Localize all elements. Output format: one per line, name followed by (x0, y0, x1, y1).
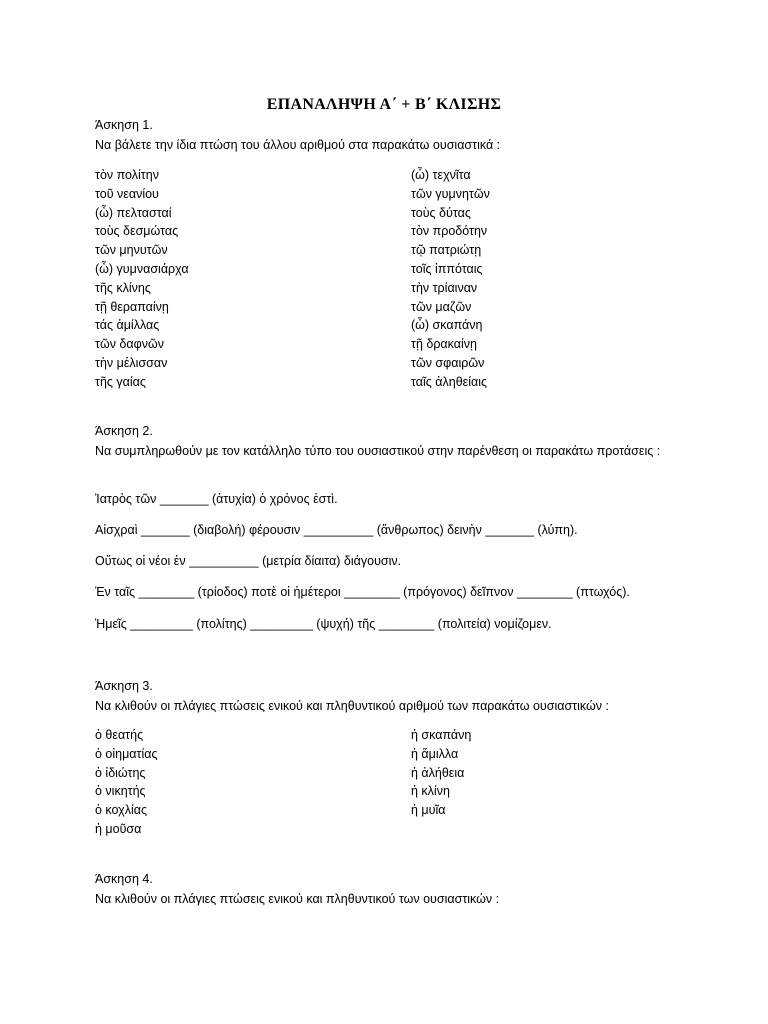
list-item: ὁ κοχλίας (95, 803, 147, 818)
list-item: ὁ νικητής (95, 784, 146, 799)
list-item: (ὦ) πελτασταί (95, 205, 172, 220)
exercise-4-instruction: Να κλιθούν οι πλάγιες πτώσεις ενικού και πληθυντικού των ουσιαστικών : (95, 892, 500, 906)
exercise-2-sentence: Ἡμεῖς _________ (πολίτης) _________ (ψυχή) τῆς ________ (πολιτεία) νομίζομεν. (95, 617, 552, 631)
exercise-1-left-column (95, 166, 189, 392)
list-item: τῷ πατριώτῃ (411, 243, 482, 258)
list-item: ἡ ἅμιλλα (411, 746, 459, 761)
page-title: ΕΠΑΝΑΛΗΨΗ Α΄ + Β΄ ΚΛΙΣΗΣ (266, 96, 502, 113)
list-item: (ὦ) τεχνῖτα (411, 168, 471, 182)
list-item: τῶν δαφνῶν (95, 337, 164, 352)
exercise-2-sentence: Οὕτως οἱ νέοι ἐν __________ (μετρία δίαιτα) διάγουσιν. (95, 554, 402, 568)
list-item: ὁ ἰδιώτης (95, 765, 146, 780)
exercise-2-heading: Άσκηση 2. (95, 424, 153, 438)
list-item: τὴν τρίαιναν (411, 280, 478, 295)
list-item: (ὦ) γυμνασιάρχα (95, 261, 189, 276)
list-item: ὁ οἰηματίας (95, 746, 158, 761)
exercise-2-instruction: Να συμπληρωθούν με τον κατάλληλο τύπο του ουσιαστικού στην παρένθεση οι παρακάτω προτάσεις : (95, 444, 661, 458)
list-item: τῶν γυμνητῶν (411, 186, 490, 201)
list-item: τὸν πολίτην (95, 168, 159, 182)
list-item: τῶν σφαιρῶν (411, 355, 485, 370)
list-item: τῆς γαίας (95, 374, 146, 389)
exercise-3-left-column (95, 726, 158, 839)
exercise-4-heading: Άσκηση 4. (95, 872, 153, 886)
exercise-1-instruction: Να βάλετε την ίδια πτώση του άλλου αριθμού στα παρακάτω ουσιαστικά : (95, 138, 501, 152)
list-item: τοὺς δύτας (411, 205, 471, 220)
exercise-3-heading: Άσκηση 3. (95, 679, 153, 693)
list-item: τοὺς δεσμώτας (95, 224, 179, 239)
exercise-3-instruction: Να κλιθούν οι πλάγιες πτώσεις ενικού και πληθυντικού αριθμού των παρακάτω ουσιαστικών : (95, 699, 609, 713)
list-item: τῇ θεραπαίνῃ (95, 299, 169, 314)
list-item: ταῖς ἀληθείαις (411, 374, 488, 389)
list-item: ἡ σκαπάνη (411, 728, 472, 742)
list-item: τάς ἁμίλλας (95, 318, 160, 333)
list-item: τῶν μηνυτῶν (95, 243, 168, 258)
list-item: ἡ μοῦσα (95, 821, 142, 836)
exercise-2-sentence: Αἰσχραὶ _______ (διαβολή) φέρουσιν __________ (ἄνθρωπος) δεινὴν _______ (λύπη). (95, 523, 578, 537)
list-item: τὸν προδότην (411, 224, 488, 239)
list-item: τὴν μέλισσαν (95, 355, 168, 370)
list-item: ὁ θεατής (95, 728, 144, 742)
list-item: τῆς κλίνης (95, 280, 151, 295)
exercise-3-right-column (411, 726, 471, 820)
list-item: τῶν μαζῶν (411, 299, 472, 314)
list-item: τοῖς ἱππόταις (411, 261, 483, 276)
exercise-2-sentence: Ἰατρὸς τῶν _______ (ἀτυχία) ὁ χρόνος ἐστὶ. (95, 492, 338, 506)
list-item: τῇ δρακαίνῃ (411, 337, 477, 352)
list-item: ἡ μυῖα (411, 803, 446, 818)
list-item: ἡ κλίνη (411, 784, 450, 799)
list-item: (ὦ) σκαπάνη (411, 318, 483, 333)
list-item: ἡ ἀλήθεια (411, 765, 465, 780)
exercise-1-heading: Άσκηση 1. (95, 118, 153, 132)
list-item: τοῦ νεανίου (95, 186, 159, 201)
exercise-2-sentence: Ἐν ταῖς ________ (τρίοδος) ποτὲ οἱ ἡμέτεροι ________ (πρόγονος) δεῖπνον ________ (πτωχός). (95, 585, 630, 599)
exercise-1-right-column (411, 166, 490, 392)
